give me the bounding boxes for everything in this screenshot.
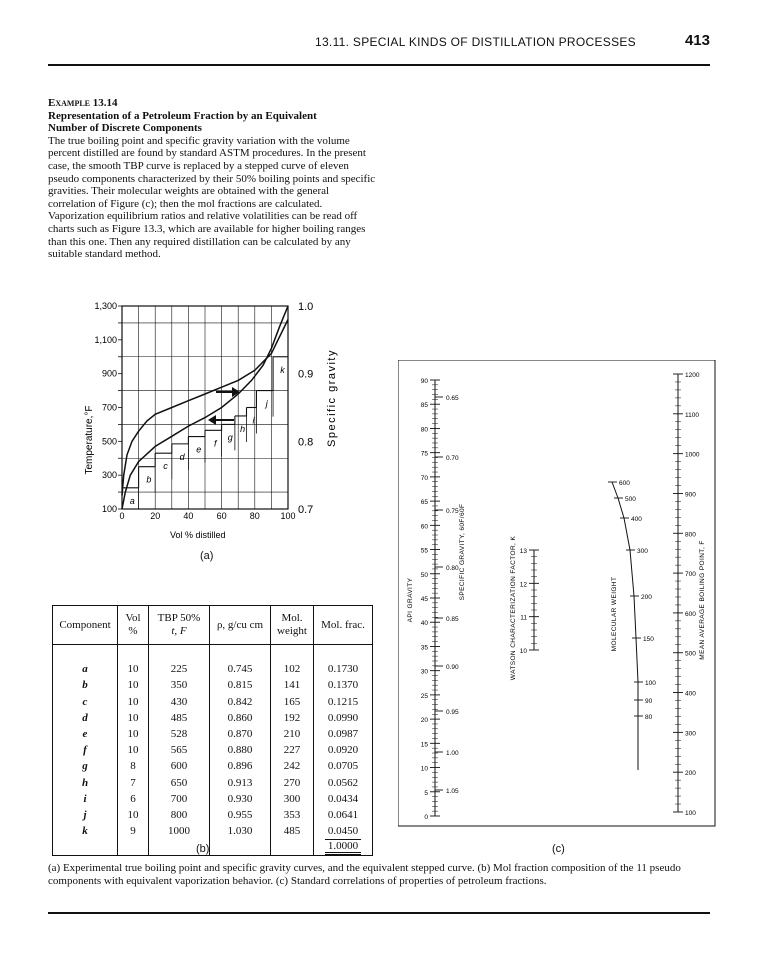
cell-frac: 0.1215 — [314, 694, 373, 710]
component-letter: a — [129, 495, 135, 506]
cell-tbp: 225 — [149, 661, 210, 677]
cell-vol: 7 — [118, 775, 149, 791]
footer-rule — [48, 912, 710, 914]
table-header-row — [53, 606, 373, 645]
cell-frac: 0.0705 — [314, 758, 373, 774]
header-rule — [48, 64, 710, 66]
cell-mw: 353 — [271, 807, 314, 823]
col-molwt: Mol. weight — [271, 606, 314, 645]
bp-scale-tick-label: 300 — [685, 730, 696, 738]
cell-c: h — [53, 775, 118, 791]
k-scale-tick-label: 10 — [519, 648, 527, 655]
example-title-2: Number of Discrete Components — [48, 122, 202, 135]
cell-frac: 0.1730 — [314, 661, 373, 677]
y2-tick-label: 0.8 — [298, 436, 314, 449]
bp-scale-tick-label: 500 — [685, 650, 696, 658]
cell-mw: 192 — [271, 710, 314, 726]
component-letter: c — [163, 461, 168, 472]
figure-caption: (a) Experimental true boiling point and specific gravity curves, and the equivalent stepped curve. (b) Mol fraction composition of the 11 pseudo components with equivalent vaporization behavior. (c) Standard correlations of properties of petroleum fractions. — [48, 862, 681, 887]
cell-tbp: 800 — [149, 807, 210, 823]
example-body: The true boiling point and specific gravity variation with the volume percent distilled are found by standard ASTM procedures. In the present case, the smooth TBP curve is replaced by a stepped curve of eleven pseudo components characterized by their 50% boiling points and specific gravities. Their molecular weights are obtained with the general correlation of Figure (c); then the mol fractions are calculated. Vaporization equilibrium ratios and relative volatilities can be read off charts such as Figure 13.3, which are available for higher boiling ranges than this one. Then any required distillation can be calculated by any suitable standard method. — [48, 134, 376, 261]
api-scale-tick-label: 70 — [420, 474, 428, 482]
bp-scale-tick-label: 1000 — [685, 451, 700, 459]
col-component: Component — [53, 606, 118, 645]
cell-frac: 0.0434 — [314, 791, 373, 807]
y-tick-label: 500 — [101, 436, 117, 447]
sg-scale-tick-label: 0.85 — [446, 616, 459, 623]
cell-rho: 0.930 — [210, 791, 271, 807]
cell-frac: 0.0990 — [314, 710, 373, 726]
y-tick-label: 1,100 — [94, 334, 117, 345]
y-tick-label: 700 — [101, 402, 117, 413]
y2-tick-label: 1.0 — [298, 301, 314, 313]
y-tick-label: 300 — [101, 470, 117, 481]
component-letter: b — [146, 474, 152, 485]
k-scale-label: WATSON CHARACTERIZATION FACTOR, K — [510, 535, 517, 681]
arrow-left-icon — [208, 415, 234, 425]
k-scale-tick-label: 12 — [519, 581, 527, 589]
example-block — [48, 97, 378, 261]
bp-scale-tick-label: 900 — [685, 491, 696, 499]
sg-scale-tick-label: 0.80 — [446, 565, 459, 572]
bp-scale-tick-label: 1200 — [685, 372, 700, 379]
col-vol: Vol % — [118, 606, 149, 645]
api-scale-tick-label: 20 — [420, 717, 428, 725]
mw-scale-tick-label: 80 — [645, 714, 653, 721]
sg-scale-tick-label: 1.00 — [446, 750, 459, 757]
table-row — [53, 661, 373, 677]
api-scale-tick-label: 85 — [420, 402, 428, 410]
cell-vol: 10 — [118, 661, 149, 677]
api-scale-tick-label: 10 — [420, 765, 428, 773]
cell-c: i — [53, 791, 118, 807]
cell-rho: 0.896 — [210, 758, 271, 774]
api-scale-tick-label: 0 — [424, 814, 428, 821]
figure-a-ylabel: Temperature,°F — [84, 405, 95, 475]
col-density: ρ, g/cu cm — [210, 606, 271, 645]
figure-c-nomograph — [398, 360, 716, 828]
cell-rho: 0.955 — [210, 807, 271, 823]
col-tbp: TBP 50% t, F — [149, 606, 210, 645]
cell-c: a — [53, 661, 118, 677]
mw-scale-tick-label: 500 — [625, 496, 636, 503]
total-row — [53, 839, 373, 856]
table-row — [53, 758, 373, 774]
api-scale-tick-label: 75 — [420, 450, 428, 458]
cell-rho: 0.870 — [210, 726, 271, 742]
cell-c: f — [53, 742, 118, 758]
y-tick-label: 900 — [101, 368, 117, 379]
sg-scale-tick-label: 0.70 — [446, 455, 459, 462]
api-scale-tick-label: 15 — [420, 741, 428, 749]
api-scale-label: API GRAVITY — [407, 577, 414, 623]
table-row — [53, 742, 373, 758]
component-letter: e — [196, 444, 202, 455]
x-tick-label: 80 — [249, 511, 260, 521]
sg-scale-label: SPECIFIC GRAVITY, 60F/60F — [459, 503, 466, 601]
cell-rho: 0.880 — [210, 742, 271, 758]
sg-scale-tick-label: 1.05 — [446, 788, 459, 795]
y-tick-label: 100 — [101, 504, 117, 514]
cell-tbp: 600 — [149, 758, 210, 774]
cell-c: j — [53, 807, 118, 823]
api-scale-tick-label: 5 — [424, 789, 428, 797]
cell-mw: 227 — [271, 742, 314, 758]
cell-mw: 210 — [271, 726, 314, 742]
cell-vol: 10 — [118, 677, 149, 693]
sg-scale-tick-label: 0.75 — [446, 508, 459, 515]
cell-c: g — [53, 758, 118, 774]
cell-tbp: 430 — [149, 694, 210, 710]
component-letter: i — [252, 415, 255, 426]
api-scale-tick-label: 80 — [420, 426, 428, 434]
cell-mw: 300 — [271, 791, 314, 807]
sg-scale-tick-label: 0.90 — [446, 664, 459, 671]
table-row — [53, 823, 373, 839]
table-row — [53, 726, 373, 742]
table-row — [53, 807, 373, 823]
cell-mw: 165 — [271, 694, 314, 710]
x-tick-label: 100 — [280, 511, 296, 521]
bp-scale-tick-label: 700 — [685, 571, 696, 579]
example-label: Example 13.14 — [48, 97, 118, 109]
cell-tbp: 565 — [149, 742, 210, 758]
cell-mw: 270 — [271, 775, 314, 791]
api-scale-tick-label: 55 — [420, 547, 428, 555]
mw-scale-tick-label: 400 — [631, 516, 642, 523]
cell-frac: 0.0987 — [314, 726, 373, 742]
bp-scale-tick-label: 600 — [685, 610, 696, 618]
api-scale-tick-label: 40 — [420, 620, 428, 628]
cell-c: k — [53, 823, 118, 839]
example-title-1: Representation of a Petroleum Fraction by an Equivalent — [48, 109, 317, 122]
section-title: 13.11. SPECIAL KINDS OF DISTILLATION PROCESSES — [314, 35, 636, 49]
figure-b-label: (b) — [196, 843, 210, 855]
x-tick-label: 40 — [183, 511, 194, 521]
y2-tick-label: 0.9 — [298, 368, 314, 381]
cell-frac: 0.0562 — [314, 775, 373, 791]
cell-vol: 10 — [118, 742, 149, 758]
figure-a-grid — [118, 306, 288, 509]
cell-rho: 0.745 — [210, 661, 271, 677]
cell-mw: 485 — [271, 823, 314, 839]
table-row — [53, 710, 373, 726]
mw-scale-label: MOLECULAR WEIGHT — [611, 576, 618, 652]
cell-tbp: 350 — [149, 677, 210, 693]
api-scale-tick-label: 25 — [420, 692, 428, 700]
bp-scale-tick-label: 400 — [685, 690, 696, 698]
mw-scale-tick-label: 150 — [643, 636, 654, 643]
cell-mw: 102 — [271, 661, 314, 677]
cell-tbp: 528 — [149, 726, 210, 742]
cell-rho: 0.860 — [210, 710, 271, 726]
figure-a-label: (a) — [200, 550, 214, 562]
mw-scale-tick-label: 90 — [645, 698, 653, 705]
page-number: 413 — [684, 32, 710, 49]
x-tick-label: 20 — [150, 511, 161, 521]
mw-scale-tick-label: 100 — [645, 680, 656, 687]
bp-scale-label: MEAN AVERAGE BOILING POINT, F — [699, 540, 706, 660]
table-row — [53, 694, 373, 710]
cell-tbp: 1000 — [149, 823, 210, 839]
cell-rho: 0.842 — [210, 694, 271, 710]
bp-scale-tick-label: 800 — [685, 531, 696, 539]
api-scale-tick-label: 35 — [420, 644, 428, 652]
cell-vol: 10 — [118, 710, 149, 726]
component-letter: g — [227, 432, 233, 443]
cell-c: d — [53, 710, 118, 726]
table-row — [53, 677, 373, 693]
figure-a-chart — [80, 292, 350, 547]
x-tick-label: 0 — [119, 511, 125, 521]
k-scale-tick-label: 13 — [519, 548, 527, 555]
cell-c: e — [53, 726, 118, 742]
x-tick-label: 60 — [216, 511, 227, 521]
cell-c: b — [53, 677, 118, 693]
mw-scale-tick-label: 300 — [637, 548, 648, 555]
mw-scale-tick-label: 200 — [641, 594, 652, 601]
figure-c-label: (c) — [552, 843, 565, 855]
cell-frac: 0.1370 — [314, 677, 373, 693]
component-letter: k — [280, 364, 285, 375]
mw-scale-tick-label: 600 — [619, 480, 630, 487]
api-scale-tick-label: 90 — [420, 378, 428, 385]
cell-rho: 0.913 — [210, 775, 271, 791]
cell-vol: 9 — [118, 823, 149, 839]
component-letter: d — [179, 451, 185, 462]
cell-tbp: 700 — [149, 791, 210, 807]
api-scale-tick-label: 65 — [420, 499, 428, 507]
cell-mw: 141 — [271, 677, 314, 693]
sg-scale-tick-label: 0.65 — [446, 395, 459, 402]
cell-rho: 1.030 — [210, 823, 271, 839]
api-scale-tick-label: 50 — [420, 571, 428, 579]
cell-tbp: 650 — [149, 775, 210, 791]
cell-vol: 8 — [118, 758, 149, 774]
y-tick-label: 1,300 — [94, 301, 117, 311]
cell-rho: 0.815 — [210, 677, 271, 693]
cell-vol: 6 — [118, 791, 149, 807]
cell-frac: 0.0920 — [314, 742, 373, 758]
bp-scale-tick-label: 100 — [685, 810, 696, 817]
component-letter: h — [240, 423, 246, 434]
cell-mw: 242 — [271, 758, 314, 774]
component-table — [52, 605, 373, 856]
table-row — [53, 791, 373, 807]
cell-frac: 0.0641 — [314, 807, 373, 823]
cell-vol: 10 — [118, 694, 149, 710]
running-header — [0, 0, 758, 60]
api-scale-tick-label: 60 — [420, 523, 428, 531]
mol-frac-total: 1.0000 — [325, 839, 361, 855]
sg-scale-tick-label: 0.95 — [446, 709, 459, 716]
table-row — [53, 775, 373, 791]
api-scale-tick-label: 30 — [420, 668, 428, 676]
k-scale-tick-label: 11 — [520, 614, 527, 622]
bp-scale-tick-label: 1100 — [685, 411, 699, 419]
api-scale-tick-label: 45 — [420, 596, 428, 603]
figure-c-scales — [407, 372, 706, 821]
figure-a-y2label: Specific gravity — [326, 349, 338, 447]
cell-vol: 10 — [118, 807, 149, 823]
component-letter: f — [214, 438, 217, 449]
cell-vol: 10 — [118, 726, 149, 742]
y2-tick-label: 0.7 — [298, 504, 314, 516]
col-molfrac: Mol. frac. — [314, 606, 373, 645]
figure-a-xlabel: Vol % distilled — [170, 530, 226, 540]
component-letter: j — [265, 398, 268, 409]
cell-frac: 0.0450 — [314, 823, 373, 839]
cell-tbp: 485 — [149, 710, 210, 726]
bp-scale-tick-label: 200 — [685, 770, 696, 778]
cell-c: c — [53, 694, 118, 710]
